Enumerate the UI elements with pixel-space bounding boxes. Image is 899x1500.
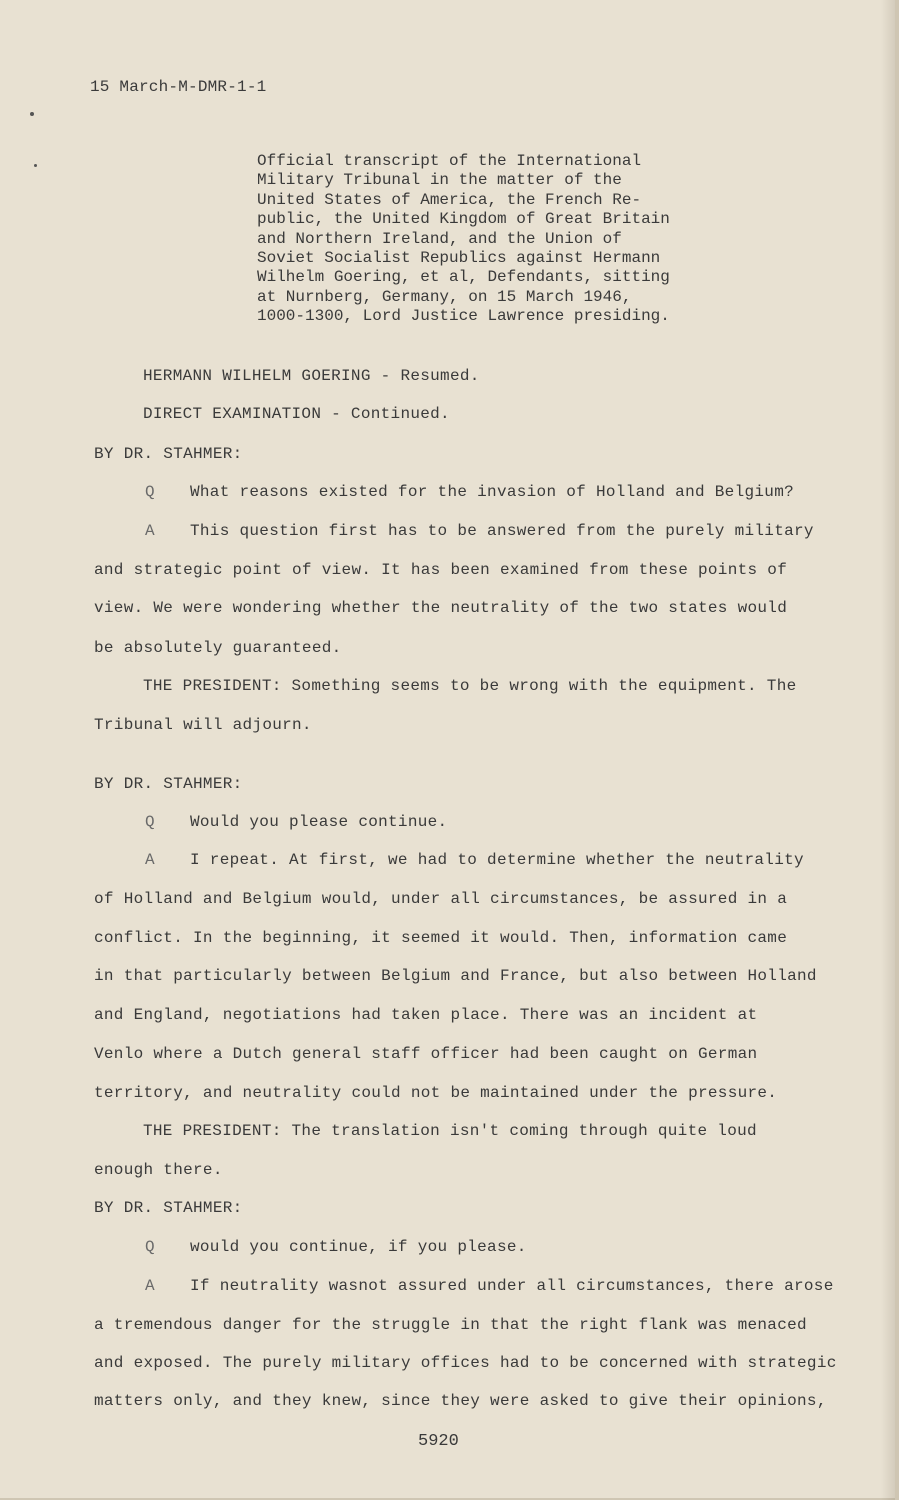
answer-line: Venlo where a Dutch general staff officer had been caught on German xyxy=(94,1045,758,1063)
answer-line: view. We were wondering whether the neutrality of the two states would xyxy=(94,599,788,617)
answer-line: territory, and neutrality could not be maintained under the pressure. xyxy=(94,1084,778,1102)
page-number: 5920 xyxy=(418,1432,459,1451)
answer-line: and strategic point of view. It has been examined from these points of xyxy=(94,561,788,579)
question-marker: Q xyxy=(145,813,155,831)
question-text: What reasons existed for the invasion of Holland and Belgium? xyxy=(190,483,794,501)
answer-line: and exposed. The purely military offices had to be concerned with strategic xyxy=(94,1354,837,1372)
punch-mark xyxy=(34,164,37,167)
president-statement-line: THE PRESIDENT: The translation isn't coming through quite loud xyxy=(143,1122,757,1140)
answer-line: conflict. In the beginning, it seemed it would. Then, information came xyxy=(94,929,788,947)
answer-marker: A xyxy=(145,851,155,869)
question-marker: Q xyxy=(145,1238,155,1256)
answer-line: I repeat. At first, we had to determine whether the neutrality xyxy=(190,851,804,869)
answer-marker: A xyxy=(145,1277,155,1295)
punch-mark xyxy=(30,112,34,116)
examiner-heading: BY DR. STAHMER: xyxy=(94,445,243,463)
question-text: Would you please continue. xyxy=(190,813,448,831)
examination-heading: DIRECT EXAMINATION - Continued. xyxy=(143,405,450,423)
page-edge-shadow xyxy=(881,0,895,1500)
answer-line: and England, negotiations had taken place. There was an incident at xyxy=(94,1006,758,1024)
answer-line: This question first has to be answered from the purely military xyxy=(190,522,814,540)
answer-line: be absolutely guaranteed. xyxy=(94,639,342,657)
answer-line: a tremendous danger for the struggle in that the right flank was menaced xyxy=(94,1316,807,1334)
question-marker: Q xyxy=(145,483,155,501)
answer-line: If neutrality wasnot assured under all circumstances, there arose xyxy=(190,1277,834,1295)
examiner-heading: BY DR. STAHMER: xyxy=(94,775,243,793)
question-text: would you continue, if you please. xyxy=(190,1238,527,1256)
examiner-heading: BY DR. STAHMER: xyxy=(94,1199,243,1217)
answer-marker: A xyxy=(145,522,155,540)
answer-line: matters only, and they knew, since they were asked to give their opinions, xyxy=(94,1392,827,1410)
president-statement-line: Tribunal will adjourn. xyxy=(94,716,312,734)
answer-line: of Holland and Belgium would, under all circumstances, be assured in a xyxy=(94,890,788,908)
answer-line: in that particularly between Belgium and France, but also between Holland xyxy=(94,967,817,985)
president-statement-line: enough there. xyxy=(94,1161,223,1179)
president-statement-line: THE PRESIDENT: Something seems to be wrong with the equipment. The xyxy=(143,677,797,695)
witness-heading: HERMANN WILHELM GOERING - Resumed. xyxy=(143,367,480,385)
transcript-caption: Official transcript of the International Military Tribunal in the matter of the United States of America, the French Re- public, the United Kingdom of Great Britain and Northern Ireland, and the Union of Soviet Socialist Republics against Hermann Wilhelm Goering, et al, Defendants, sitting at Nurnberg, Germany, on 15 March 1946, 1000-1300, Lord Justice Lawrence presiding. xyxy=(257,152,670,326)
document-header-code: 15 March-M-DMR-1-1 xyxy=(90,78,267,96)
